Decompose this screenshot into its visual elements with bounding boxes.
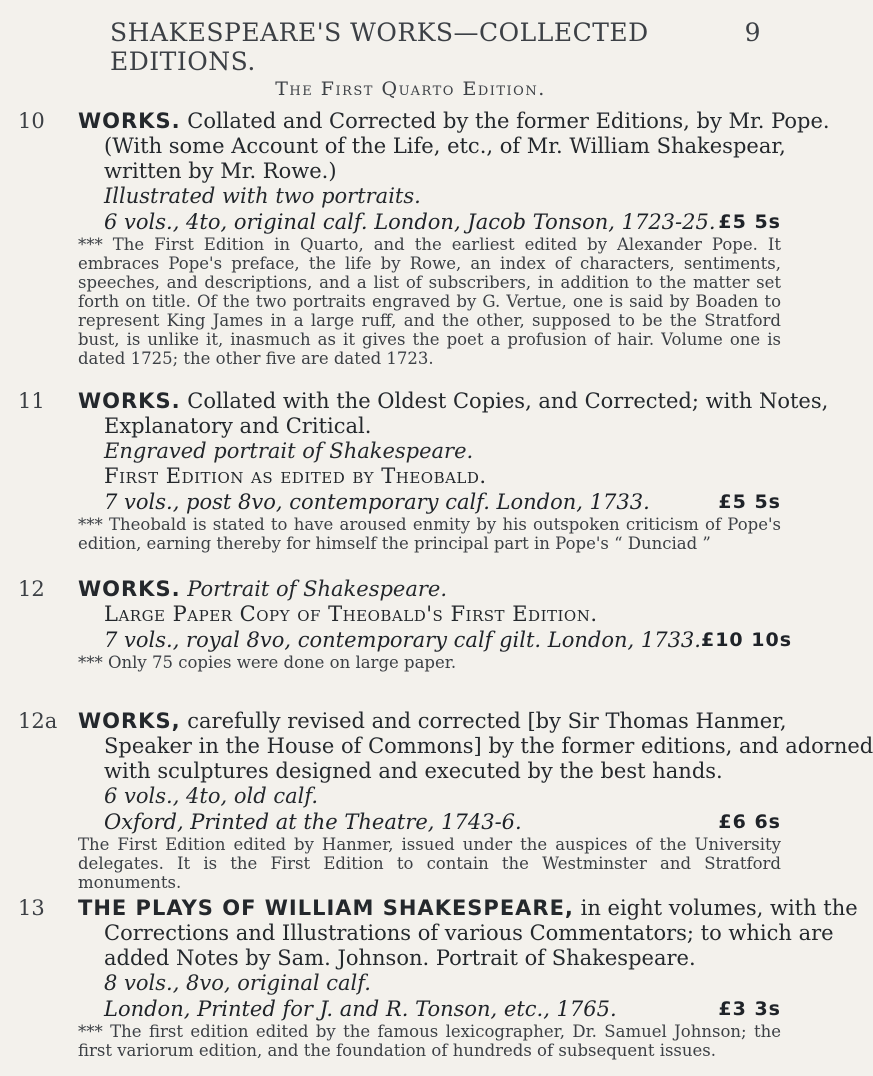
entry-price: £6 6s [718, 811, 781, 833]
entry-number: 11 [18, 389, 45, 413]
entry-price: £5 5s [718, 211, 781, 233]
section-title: The First Quarto Edition. [275, 78, 546, 100]
entry-title: Collated with the Oldest Copies, and Corrected; with Notes, [187, 389, 829, 413]
entry-lead: WORKS, [78, 709, 181, 733]
entry-title: in eight volumes, with the [580, 896, 858, 920]
entry-format: 8 vols., 8vo, original calf. [104, 971, 371, 995]
entry-line: written by Mr. Rowe.) [104, 159, 337, 183]
entry-line: Explanatory and Critical. [104, 414, 372, 438]
entry-number: 12a [18, 709, 58, 733]
entry-lead: WORKS. [78, 577, 181, 601]
entry-imprint-row [78, 809, 781, 835]
entry-imprint-row [78, 627, 793, 653]
entry-imprint: 7 vols., royal 8vo, contemporary calf gilt. London, 1733. [104, 628, 701, 652]
running-head [110, 18, 761, 76]
entry-lead: THE PLAYS OF WILLIAM SHAKESPEARE, [78, 896, 574, 920]
catalogue-entry-13 [18, 896, 858, 1060]
entry-imprint: Oxford, Printed at the Theatre, 1743-6. [104, 810, 522, 834]
entry-illustrations: Engraved portrait of Shakespeare. [104, 439, 474, 463]
catalogue-entry-10 [18, 109, 830, 368]
entry-price: £5 5s [718, 491, 781, 513]
entry-edition: First Edition as edited by Theobald. [104, 464, 487, 488]
entry-note: The First Edition edited by Hanmer, issued under the auspices of the University delegates. It is the First Edition to contain the Westminster and Stratford monuments. [78, 835, 781, 892]
entry-note: *** Only 75 copies were done on large paper. [78, 653, 457, 672]
entry-imprint: London, Printed for J. and R. Tonson, etc., 1765. [104, 997, 617, 1021]
entry-line: (With some Account of the Life, etc., of Mr. William Shakespear, [104, 134, 786, 158]
entry-title: Collated and Corrected by the former Editions, by Mr. Pope. [187, 109, 830, 133]
entry-number: 10 [18, 109, 45, 133]
entry-illustrations: Illustrated with two portraits. [104, 184, 421, 208]
entry-lead: WORKS. [78, 389, 181, 413]
entry-price: £10 10s [700, 629, 793, 651]
entry-number: 13 [18, 896, 45, 920]
catalogue-entry-11 [18, 389, 829, 553]
entry-lead: WORKS. [78, 109, 181, 133]
entry-imprint-row [78, 996, 781, 1022]
entry-imprint: 6 vols., 4to, original calf. London, Jacob Tonson, 1723-25. [104, 210, 716, 234]
entry-imprint: 7 vols., post 8vo, contemporary calf. London, 1733. [104, 490, 650, 514]
catalogue-entry-12a [18, 709, 873, 892]
running-head-title: SHAKESPEARE'S WORKS—COLLECTED EDITIONS. [110, 18, 649, 76]
entry-imprint-row [78, 489, 781, 515]
entry-number: 12 [18, 577, 45, 601]
entry-edition: Large Paper Copy of Theobald's First Edition. [104, 602, 598, 626]
entry-line: Speaker in the House of Commons] by the former editions, and adorned [104, 734, 873, 758]
entry-price: £3 3s [718, 998, 781, 1020]
entry-line: added Notes by Sam. Johnson. Portrait of Shakespeare. [104, 946, 696, 970]
catalogue-entry-12 [18, 577, 793, 672]
entry-note: *** The First Edition in Quarto, and the earliest edited by Alexander Pope. It embraces Pope's preface, the life by Rowe, an index of characters, sentiments, speeches, and descriptions, and a list of subscribers, in addition to the matter set forth on title. Of the two portraits engraved by G. Vertue, one is said by Boaden to represent King James in a large ruff, and the other, supposed to be the Stratford bust, is unlike it, inasmuch as it gives the poet a profusion of hair. Volume one is dated 1725; the other five are dated 1723. [78, 235, 781, 368]
entry-format: 6 vols., 4to, old calf. [104, 784, 319, 808]
entry-note: *** Theobald is stated to have aroused enmity by his outspoken criticism of Pope's edition, earning thereby for himself the principal part in Pope's “ Dunciad ” [78, 515, 781, 553]
entry-imprint-row [78, 209, 781, 235]
entry-line: Corrections and Illustrations of various Commentators; to which are [104, 921, 834, 945]
entry-title: Portrait of Shakespeare. [187, 577, 448, 601]
page-number: 9 [744, 18, 761, 47]
entry-note: *** The first edition edited by the famous lexicographer, Dr. Samuel Johnson; the first variorum edition, and the foundation of hundreds of subsequent issues. [78, 1022, 781, 1060]
entry-title: carefully revised and corrected [by Sir Thomas Hanmer, [187, 709, 787, 733]
entry-line: with sculptures designed and executed by the best hands. [104, 759, 723, 783]
